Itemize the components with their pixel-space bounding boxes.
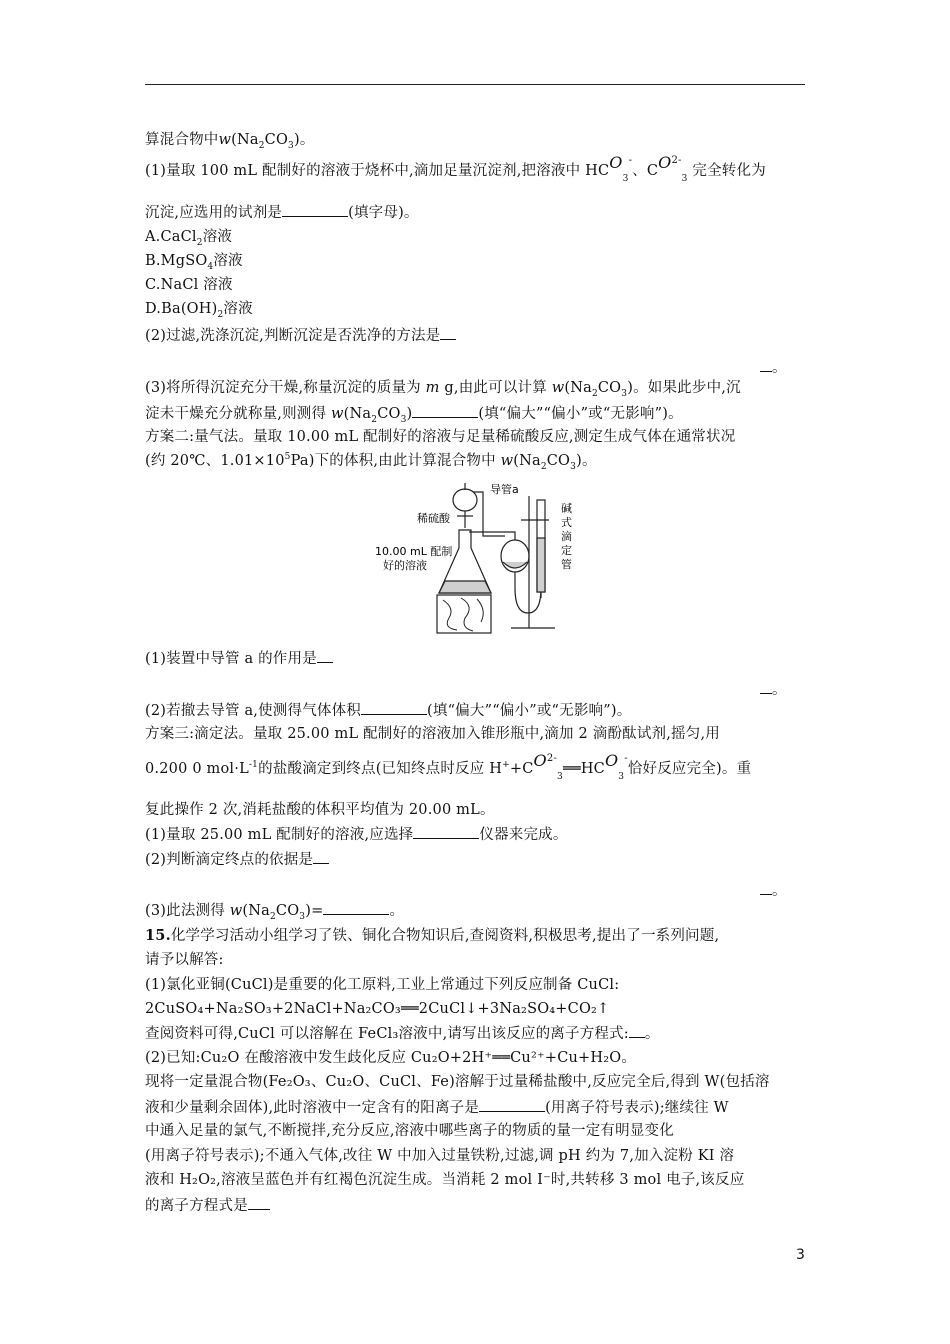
- text-line: (2)已知:Cu₂O 在酸溶液中发生歧化反应 Cu₂O+2H⁺══Cu²⁺+Cu+H₂O。: [145, 1050, 637, 1066]
- text-line: (2)判断滴定终点的依据是: [145, 849, 329, 870]
- option-a: A.CaCl$_2$溶液: [145, 229, 233, 248]
- text-line: (2)过滤,洗涤沉淀,判断沉淀是否洗净的方法是: [145, 325, 456, 346]
- text-line: (1)量取 100 mL 配制好的溶液于烧杯中,滴加足量沉淀剂,把溶液中 $HCO_3^-$、$CO^{2-}_3$ 完全转化为: [145, 153, 766, 184]
- text-line: 中通入足量的氯气,不断搅拌,充分反应,溶液中哪些离子的物质的量一定有明显变化: [145, 1123, 674, 1139]
- text-line: 现将一定量混合物(Fe₂O₃、Cu₂O、CuCl、Fe)溶解于过量稀盐酸中,反应完全后,得到 W(包括溶: [145, 1074, 770, 1090]
- text-line: 0.200 0 $mol\cdot L^{-1}$的盐酸滴定到终点(已知终点时反应 $H^++CO^{2-}_3══HCO_3^-$恰好反应完全)。重: [145, 751, 752, 782]
- bicarbonate-ion: $O_3^-$: [609, 153, 633, 184]
- answer-blank[interactable]: [760, 880, 772, 895]
- equation-line: 2CuSO₄+Na₂SO₃+2NaCl+Na₂CO₃══2CuCl↓+3Na₂SO₄+CO₂↑: [145, 1001, 610, 1017]
- option-d: $D.Ba(OH)_2$溶液: [145, 301, 253, 320]
- option-c: C.NaCl 溶液: [145, 277, 233, 293]
- answer-end: 。: [760, 356, 787, 377]
- question-15: 15.化学学习活动小组学习了铁、铜化合物知识后,查阅资料,积极思考,提出了一系列问题,: [145, 927, 720, 944]
- label-tube-a: 导管a: [490, 483, 519, 496]
- header-rule: [145, 84, 805, 85]
- text-line: 淀未干燥充分就称量,则测得 $w(Na_2CO_3)$ (填“偏大”“偏小”或“无影响”)。: [145, 403, 683, 424]
- tube-a: [473, 492, 505, 536]
- answer-blank[interactable]: [413, 824, 479, 839]
- label-dilute-acid: 稀硫酸: [417, 512, 450, 525]
- text-line: 复此操作 2 次,消耗盐酸的体积平均值为 20.00 mL。: [145, 802, 495, 818]
- answer-blank[interactable]: [412, 403, 478, 418]
- answer-blank[interactable]: [629, 1023, 645, 1038]
- answer-blank[interactable]: [440, 325, 456, 340]
- apparatus-figure: [365, 478, 590, 636]
- text-line: 液和 H₂O₂,溶液呈蓝色并有红褐色沉淀生成。当消耗 2 mol I⁻时,共转移 3 mol 电子,该反应: [145, 1172, 745, 1188]
- carbonate-ion: $O^{2-}_3$: [658, 153, 688, 184]
- text-line: (1)装置中导管 a 的作用是: [145, 648, 333, 669]
- text-line: 算混合物中$w(Na_2CO_3)$。: [145, 132, 315, 151]
- label-burette: 碱: [561, 502, 572, 515]
- text-line: (1)量取 25.00 mL 配制好的溶液,应选择 仪器来完成。: [145, 824, 568, 845]
- text-line: 方案三:滴定法。量取 25.00 mL 配制好的溶液加入锥形瓶中,滴加 2 滴酚酞试剂,摇匀,用: [145, 726, 720, 742]
- bicarbonate-ion: $O_3^-$: [604, 751, 628, 782]
- label-burette: 定: [561, 544, 572, 557]
- answer-blank[interactable]: [313, 849, 329, 864]
- text-line: (用离子符号表示);不通入气体,改往 W 中加入过量铁粉,过滤,调 pH 约为 7,加入淀粉 KI 溶: [145, 1148, 735, 1164]
- text-line: (2)若撤去导管 a,使测得气体体积 (填“偏大”“偏小”或“无影响”)。: [145, 700, 631, 721]
- text-line: (1)氯化亚铜(CuCl)是重要的化工原料,工业上常通过下列反应制备 CuCl:: [145, 977, 620, 993]
- answer-end: 。: [760, 879, 787, 900]
- text-line: 沉淀,应选用的试剂是 (填字母)。: [145, 202, 419, 223]
- text-line: (3)将所得沉淀充分干燥,称量沉淀的质量为 m g,由此可以计算 $w(Na_2CO_3)$。如果此步中,沉: [145, 380, 741, 399]
- label-burette: 滴: [561, 530, 572, 543]
- answer-blank[interactable]: [361, 700, 427, 715]
- carbonate-ion: $O^{2-}_3$: [533, 751, 563, 782]
- text-line: 查阅资料可得,CuCl 可以溶解在 FeCl₃溶液中,请写出该反应的离子方程式: 。: [145, 1023, 660, 1044]
- answer-end: 。: [760, 678, 787, 699]
- text-line: 的离子方程式是: [145, 1195, 270, 1216]
- label-burette: 式: [561, 516, 572, 529]
- answer-blank[interactable]: [323, 900, 389, 915]
- label-solution: 10.00 mL 配制: [375, 545, 453, 558]
- answer-blank[interactable]: [760, 679, 772, 694]
- text-line: (3)此法测得 $w(Na_2CO_3)=$ 。: [145, 900, 404, 921]
- label-solution: 好的溶液: [383, 559, 427, 572]
- answer-blank[interactable]: [282, 202, 348, 217]
- answer-blank[interactable]: [317, 648, 333, 663]
- answer-blank[interactable]: [248, 1195, 270, 1210]
- text-line: (约 20℃、$1.01\times 10^5Pa$)下的体积,由此计算混合物中 $w(Na_2CO_3)$。: [145, 452, 597, 472]
- text-line: 方案二:量气法。量取 10.00 mL 配制好的溶液与足量稀硫酸反应,测定生成气体在通常状况: [145, 429, 736, 445]
- answer-blank[interactable]: [760, 357, 772, 372]
- page-number: 3: [796, 1247, 805, 1263]
- answer-blank[interactable]: [479, 1097, 545, 1112]
- text-line: 请予以解答:: [145, 952, 224, 968]
- option-b: B.MgSO$_4$溶液: [145, 253, 243, 272]
- label-burette: 管: [561, 558, 572, 571]
- text-line: 液和少量剩余固体),此时溶液中一定含有的阳离子是 (用离子符号表示);继续往 W: [145, 1097, 729, 1118]
